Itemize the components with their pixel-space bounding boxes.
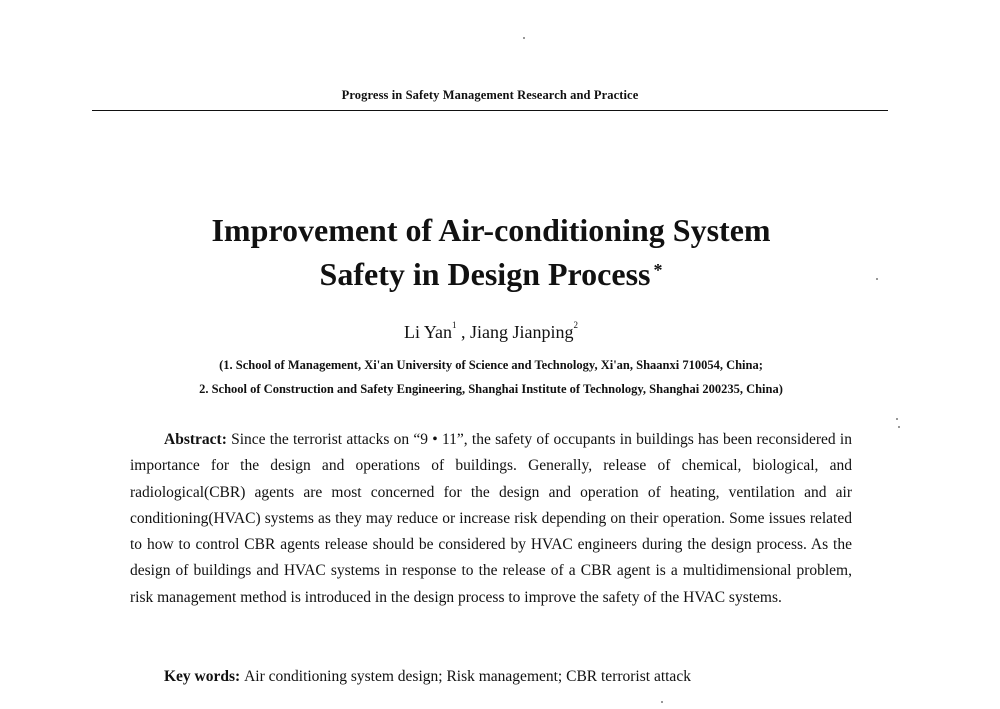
- title-line-1: Improvement of Air-conditioning System: [211, 212, 771, 248]
- affiliation-2: 2. School of Construction and Safety Engineering, Shanghai Institute of Technology, Shanghai 200235, China): [199, 382, 783, 396]
- keywords-text: Air conditioning system design; Risk management; CBR terrorist attack: [244, 668, 691, 685]
- author-jiang-jianping: Jiang Jianping: [470, 322, 574, 342]
- scan-speck: [523, 37, 525, 39]
- paper-title: [0, 208, 982, 296]
- author-jiang-jianping-affiliation: 2: [573, 320, 578, 330]
- scan-speck: [896, 418, 898, 420]
- abstract-text: Since the terrorist attacks on “9 • 11”, the safety of occupants in buildings has been reconsidered in importance for the design and operations of buildings. Generally, release of chemical, biological, and radiological(CBR) agents are most concerned for the design and operation of heating, ventilation and air conditioning(HVAC) systems as they may reduce or increase risk depending on their operation. Some issues related to how to control CBR agents release should be considered by HVAC engineers during the design process. As the design of buildings and HVAC systems in response to the release of a CBR agent is a multidimensional problem, risk management method is introduced in the design process to improve the safety of the HVAC systems.: [130, 431, 852, 606]
- title-line-2: [0, 252, 982, 296]
- affiliation-1: (1. School of Management, Xi'an University of Science and Technology, Xi'an, Shaanxi 710054, China;: [219, 358, 763, 372]
- keywords-label: Key words: [164, 668, 236, 685]
- title-line-2-text: Safety in Design Process: [319, 256, 651, 292]
- scan-speck: [661, 701, 663, 703]
- author-li-yan: Li Yan: [403, 322, 452, 342]
- keywords: [164, 665, 864, 689]
- running-head: Progress in Safety Management Research and Practice: [341, 88, 639, 102]
- author-li-yan-affiliation: 1: [452, 320, 457, 330]
- author-line: [0, 322, 982, 343]
- title-footnote-mark: *: [653, 260, 663, 280]
- scan-speck: [876, 278, 878, 280]
- author-separator: ,: [456, 322, 470, 342]
- scan-speck: [898, 426, 900, 428]
- abstract-label-separator: :: [221, 431, 232, 448]
- abstract: [130, 427, 852, 611]
- abstract-label: Abstract: [164, 431, 222, 448]
- keywords-label-separator: :: [235, 668, 245, 685]
- header-rule: [92, 110, 888, 111]
